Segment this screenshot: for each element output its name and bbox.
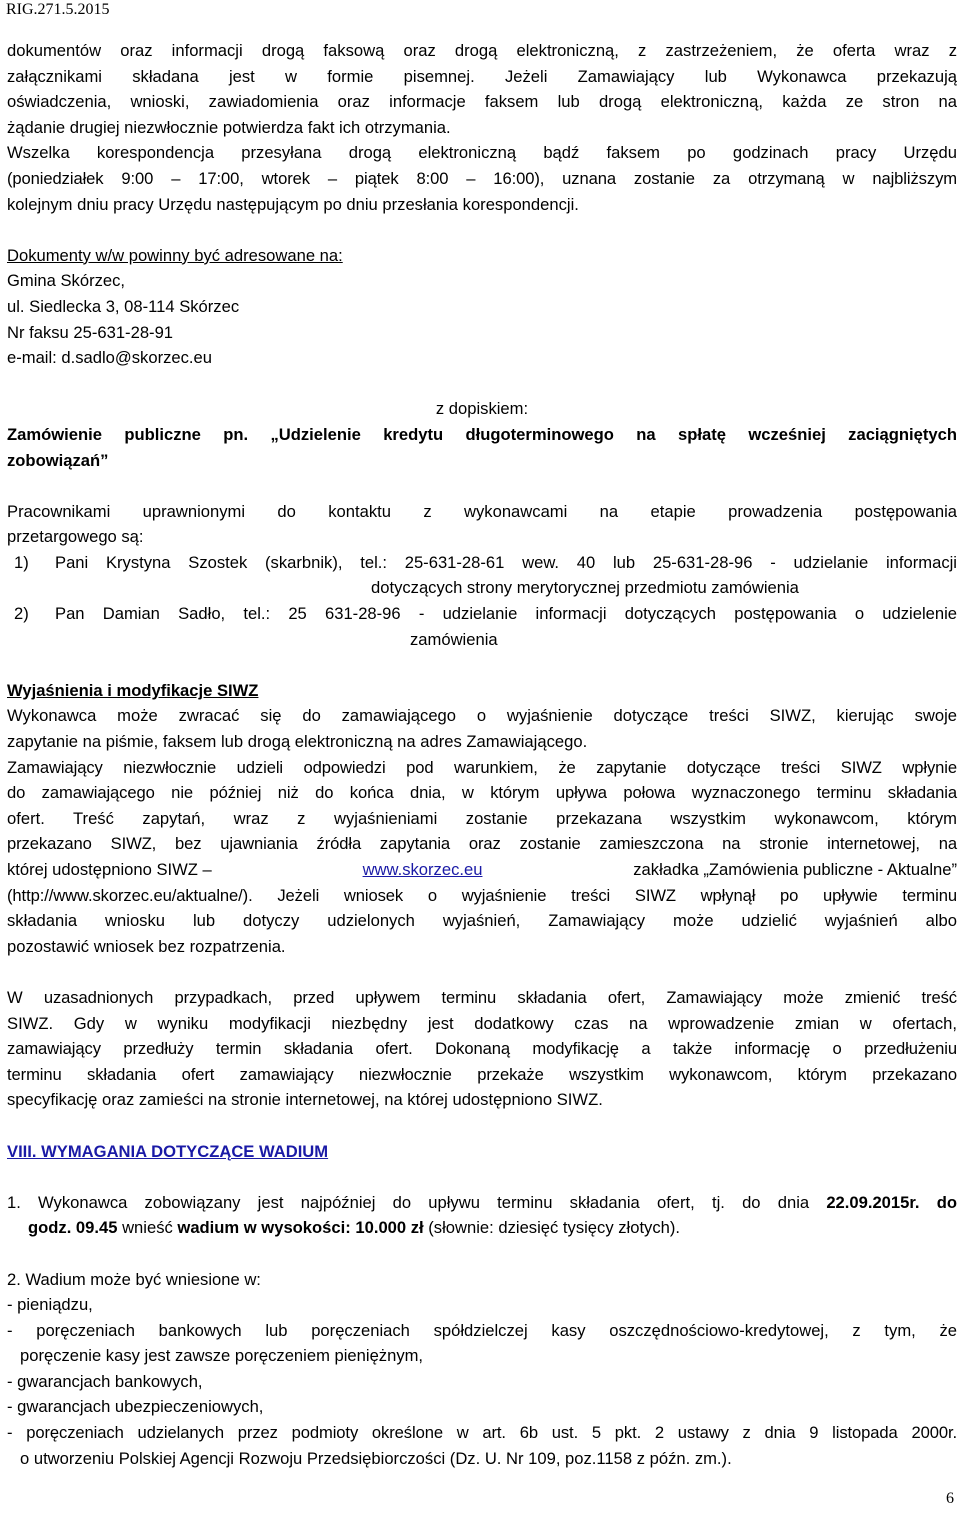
body-line-with-link <box>7 857 957 883</box>
body-line: SIWZ. Gdy w wyniku modyfikacji niezbędny jest dodatkowy czas na wprowadzenie zmian w ofertach, <box>7 1013 957 1033</box>
body-line: przekazano SIWZ, bez ujawniania źródła zapytania oraz zostanie zamieszczona na stronie internetowej, na <box>7 834 957 854</box>
body-line: Wykonawca może zwracać się do zamawiającego o wyjaśnienie dotyczące treści SIWZ, kierując swoje <box>7 706 957 726</box>
wadium-form: - gwarancjach ubezpieczeniowych, <box>7 1397 264 1417</box>
body-line: składania wniosku lub dotyczy udzielonych wyjaśnień, Zamawiający może udzielić wyjaśnień albo <box>7 911 957 931</box>
body-line: specyfikację oraz zamieści na stronie internetowej, na której udostępniono SIWZ. <box>7 1090 603 1110</box>
body-line: oświadczenia, wnioski, zawiadomienia oraz informacje faksem lub drogą elektroniczną, każda ze stron na <box>7 92 957 112</box>
contact-text-cont: zamówienia <box>410 629 498 649</box>
list-number: 1) <box>14 552 29 572</box>
body-text: zakładka „Zamówienia publiczne - Aktualne” <box>633 860 957 879</box>
wadium-form: - gwarancjach bankowych, <box>7 1371 203 1391</box>
contact-text: Pan Damian Sadło, tel.: 25 631-28-96 - udzielanie informacji dotyczących postępowania o udzielenie <box>55 604 957 624</box>
address-street: ul. Siedlecka 3, 08-114 Skórzec <box>7 296 240 316</box>
wadium-form-cont: poręczenie kasy jest zawsze poręczeniem pieniężnym, <box>20 1346 424 1366</box>
body-line: zamawiający przedłuży termin składania ofert. Dokonaną modyfikację a także informację o przedłużeniu <box>7 1039 957 1059</box>
body-text: (słownie: dziesięć tysięcy złotych). <box>423 1218 681 1238</box>
document-content <box>7 38 957 1471</box>
wadium-item-1 <box>7 1190 957 1216</box>
deadline-time: godz. 09.45 <box>28 1218 118 1238</box>
body-line: żądanie drugiej niezwłocznie potwierdza fakt ich otrzymania. <box>7 117 451 137</box>
wadium-form: - poręczeniach udzielanych przez podmioty określone w art. 6b ust. 5 pkt. 2 ustawy z dnia 9 listopada 2000r. <box>7 1423 957 1443</box>
contacts-intro: Pracownikami uprawnionymi do kontaktu z wykonawcami na etapie prowadzenia postępowania <box>7 501 957 521</box>
siwz-heading: Wyjaśnienia i modyfikacje SIWZ <box>7 680 259 700</box>
body-line: terminu składania ofert zamawiający niezwłocznie przekaże wszystkim wykonawcom, którym przekazano <box>7 1064 957 1084</box>
address-name: Gmina Skórzec, <box>7 271 126 291</box>
page-number: 6 <box>946 1490 954 1507</box>
body-line: zapytanie na piśmie, faksem lub drogą elektroniczną na adres Zamawiającego. <box>7 732 588 752</box>
contacts-intro-cont: przetargowego są: <box>7 527 144 547</box>
deadline-date: 22.09.2015r. do <box>826 1192 957 1212</box>
wadium-item-2: 2. Wadium może być wniesione w: <box>7 1269 261 1289</box>
body-line: W uzasadnionych przypadkach, przed upływem terminu składania ofert, Zamawiający może zmienić treść <box>7 987 957 1007</box>
annotation-label: z dopiskiem: <box>435 399 529 419</box>
section-heading-wadium: VIII. WYMAGANIA DOTYCZĄCE WADIUM <box>7 1141 329 1161</box>
body-line: ofert. Treść zapytań, wraz z wyjaśnieniami zostanie przekazana wszystkim wykonawcom, którym <box>7 808 957 828</box>
body-line: załącznikami składana jest w formie pisemnej. Jeżeli Zamawiający lub Wykonawca przekazują <box>7 66 957 86</box>
procurement-title-cont: zobowiązań” <box>7 450 109 470</box>
contact-item <box>7 550 957 576</box>
list-number: 2) <box>14 604 29 624</box>
website-link[interactable]: www.skorzec.eu <box>362 860 483 879</box>
procurement-title: Zamówienie publiczne pn. „Udzielenie kredytu długoterminowego na spłatę wcześniej zaciągniętych <box>7 424 957 444</box>
body-line: Wszelka korespondencja przesyłana drogą elektroniczną bądź faksem po godzinach pracy Urzędu <box>7 143 957 163</box>
wadium-form: - pieniądzu, <box>7 1295 93 1315</box>
contact-item <box>7 601 957 627</box>
address-fax: Nr faksu 25-631-28-91 <box>7 322 174 342</box>
body-line: Zamawiający niezwłocznie udzieli odpowiedzi pod warunkiem, że zapytanie dotyczące treści SIWZ wpłynie <box>7 757 957 777</box>
body-line: pozostawić wniosek bez rozpatrzenia. <box>7 936 286 956</box>
body-line: (http://www.skorzec.eu/aktualne/). Jeżeli wniosek o wyjaśnienie treści SIWZ wpłynął po upływie terminu <box>7 885 957 905</box>
wadium-item-1-cont <box>7 1215 957 1241</box>
body-line: kolejnym dniu pracy Urzędu następującym po dniu przesłania korespondencji. <box>7 194 579 214</box>
body-text: wnieść <box>117 1218 178 1238</box>
body-line: (poniedziałek 9:00 – 17:00, wtorek – piątek 8:00 – 16:00), uznana zostanie za otrzymaną w najbliższym <box>7 168 957 188</box>
contact-text: Pani Krystyna Szostek (skarbnik), tel.: 25-631-28-61 wew. 40 lub 25-631-28-96 - udzielanie informacji <box>55 552 957 572</box>
body-text: 1. Wykonawca zobowiązany jest najpóźniej do upływu terminu składania ofert, tj. do dnia <box>7 1192 827 1212</box>
wadium-form-cont: o utworzeniu Polskiej Agencji Rozwoju Przedsiębiorczości (Dz. U. Nr 109, poz.1158 z późn. zm.). <box>20 1448 732 1468</box>
body-text: której udostępniono SIWZ – <box>7 860 212 879</box>
address-email: e-mail: d.sadlo@skorzec.eu <box>7 348 212 368</box>
document-reference: RIG.271.5.2015 <box>6 1 110 18</box>
body-line: dokumentów oraz informacji drogą faksową oraz drogą elektroniczną, z zastrzeżeniem, że oferta wraz z <box>7 41 957 60</box>
body-line: do zamawiającego nie później niż do końca dnia, w którym upływa połowa wyznaczonego terminu składania <box>7 783 957 803</box>
contact-text-cont: dotyczących strony merytorycznej przedmiotu zamówienia <box>371 578 799 598</box>
wadium-form: - poręczeniach bankowych lub poręczeniach spółdzielczej kasy oszczędnościowo-kredytowej, z tym, że <box>7 1320 957 1340</box>
address-heading: Dokumenty w/w powinny być adresowane na: <box>7 245 343 265</box>
wadium-amount: wadium w wysokości: 10.000 zł <box>177 1218 424 1238</box>
